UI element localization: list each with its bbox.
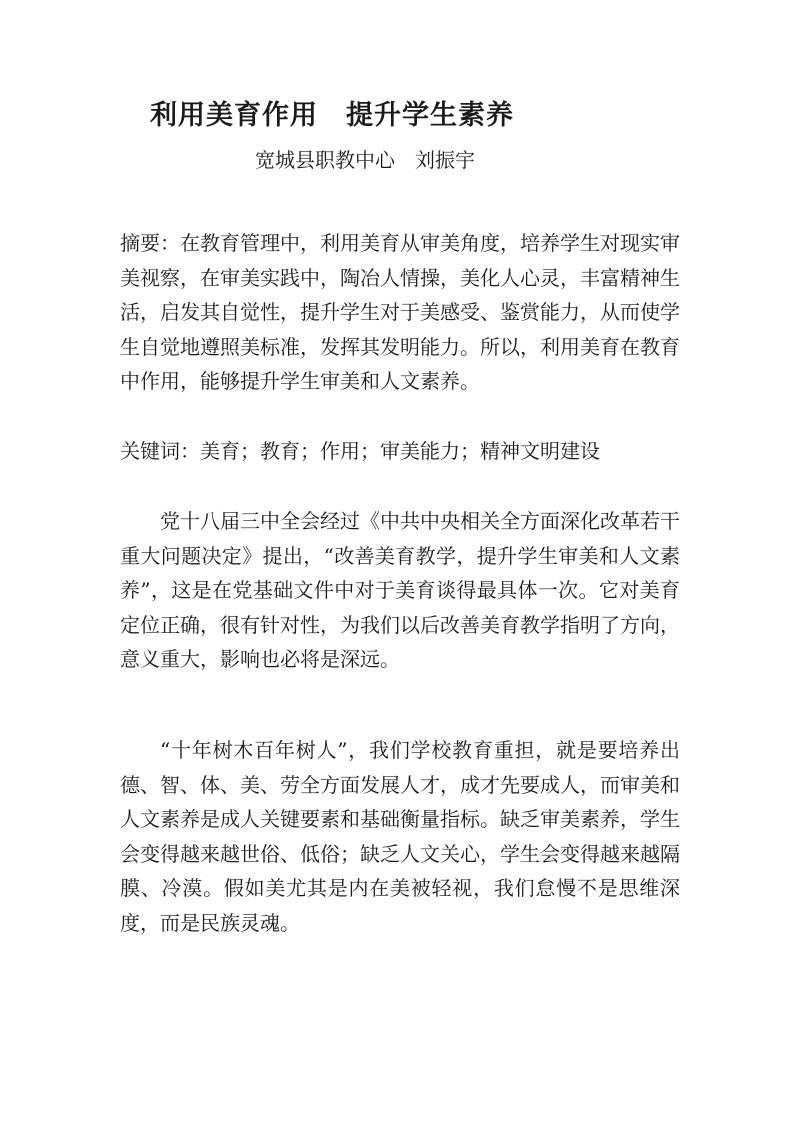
author-byline: 宽城县职教中心 刘振宇 bbox=[255, 148, 475, 172]
document-title: 利用美育作用 提升学生素养 bbox=[150, 100, 514, 131]
body-paragraph-2: “十年树木百年树人”，我们学校教育重担，就是要培养出德、智、体、美、劳全方面发展人才，成才先要成人，而审美和人文素养是成人关键要素和基础衡量指标。缺乏审美素养，学生会变得越来越世俗、低俗；缺乏人文关心，学生会变得越来越隔膜、冷漠。假如美尤其是内在美被轻视，我们怠慢不是思维深度，而是民族灵魂。 bbox=[120, 738, 680, 935]
abstract-paragraph: 摘要：在教育管理中，利用美育从审美角度，培养学生对现实审美视察，在审美实践中，陶冶人情操，美化人心灵，丰富精神生活，启发其自觉性，提升学生对于美感受、鉴赏能力，从而使学生自觉地遵照美标准，发挥其发明能力。所以，利用美育在教育中作用，能够提升学生审美和人文素养。 bbox=[120, 231, 680, 394]
body-paragraph-1: 党十八届三中全会经过《中共中央相关全方面深化改革若干重大问题决定》提出，“改善美育教学，提升学生审美和人文素养”，这是在党基础文件中对于美育谈得最具体一次。它对美育定位正确，很有针对性，为我们以后改善美育教学指明了方向，意义重大，影响也必将是深远。 bbox=[120, 509, 680, 672]
keywords-line: 关键词：美育；教育；作用；审美能力；精神文明建设 bbox=[120, 439, 600, 463]
